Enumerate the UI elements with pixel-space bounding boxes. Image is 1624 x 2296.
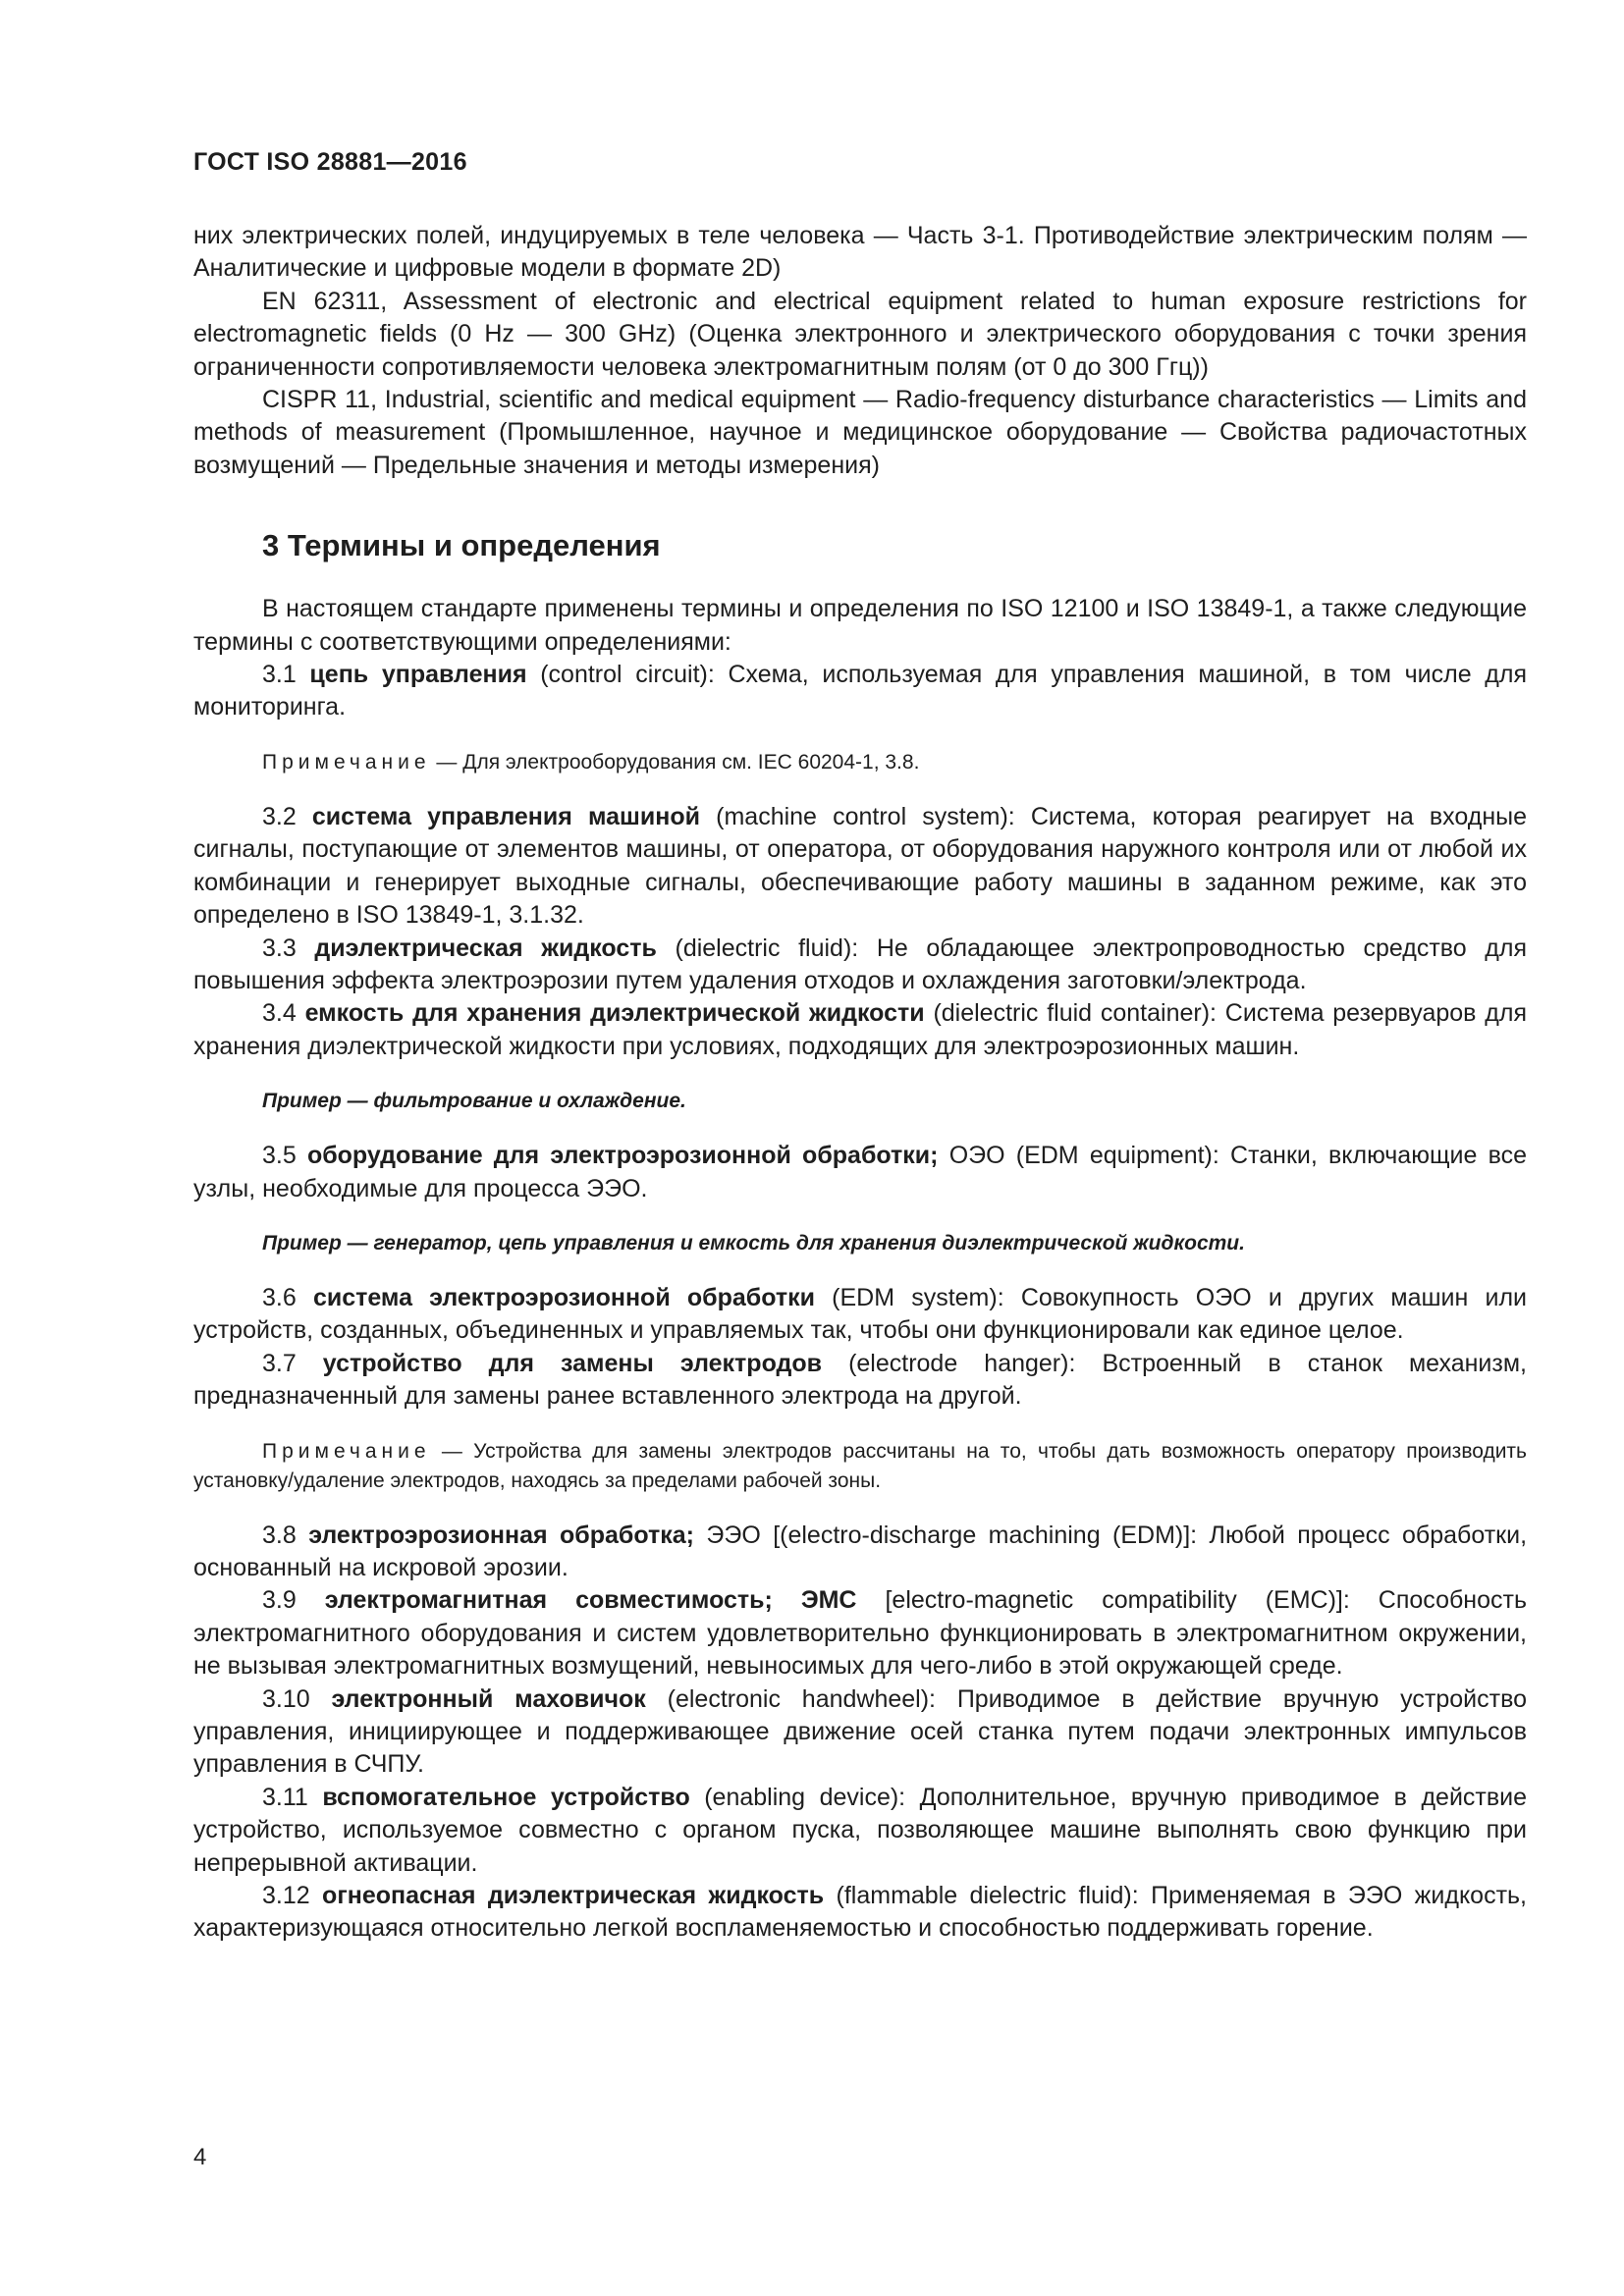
term-definition: (machine control system): Система, которая реагирует на входные сигналы, поступающие от элементов машины, от оператора, от оборудования наружного контроля или от любой их комбинации и генерирует выходные сигналы, обеспечивающие работу машины в заданном режиме, как это определено в ISO 13849-1, 3.1.32.	[193, 802, 1528, 930]
standard-code-header: ГОСТ ISO 28881—2016	[193, 148, 467, 176]
term-number: 3.11	[262, 1783, 323, 1811]
term-number: 3.12	[262, 1882, 323, 1910]
term-name: электроэрозионная обработка;	[308, 1521, 694, 1549]
term-name: электромагнитная совместимость; ЭМС	[324, 1586, 857, 1615]
note-3-1	[193, 748, 1527, 777]
term-definition: (dielectric fluid container): Система резервуаров для хранения диэлектрической жидкости при условиях, подходящих для электроэрозионных машин.	[193, 999, 1527, 1060]
term-name: система управления машиной	[311, 802, 700, 830]
term-number: 3.5	[262, 1142, 307, 1170]
term-definition: (EDM system): Совокупность ОЭО и других машин или устройств, созданных, объединенных и управляемых так, чтобы они функционировали как единое целое.	[193, 1283, 1528, 1345]
term-name: емкость для хранения диэлектрической жидкости	[304, 999, 925, 1028]
reference-continuation: них электрических полей, индуцируемых в теле человека — Часть 3-1. Противодействие электрическим полям — Аналитические и цифровые модели в формате 2D)	[193, 222, 1527, 283]
term-3-7	[193, 1348, 1527, 1414]
term-number: 3.9	[262, 1586, 325, 1615]
term-definition: (flammable dielectric fluid): Применяемая в ЭЭО жидкость, характеризующаяся относительно легкой воспламеняемостью и способностью поддерживать горение.	[193, 1882, 1527, 1943]
term-3-9	[193, 1584, 1527, 1682]
term-number: 3.4	[262, 999, 305, 1028]
note-label: Примечание	[262, 1439, 431, 1463]
example-3-4: Пример — фильтрование и охлаждение.	[262, 1090, 686, 1113]
term-name: диэлектрическая жидкость	[314, 934, 657, 962]
note-label: Примечание	[262, 750, 431, 774]
term-3-2	[193, 801, 1527, 933]
term-name: вспомогательное устройство	[322, 1783, 690, 1811]
term-number: 3.1	[262, 661, 310, 689]
note-3-7	[193, 1437, 1527, 1496]
term-3-4	[193, 997, 1527, 1063]
term-3-11	[193, 1782, 1527, 1880]
term-name: цепь управления	[309, 661, 527, 689]
term-3-10	[193, 1683, 1527, 1782]
term-name: устройство для замены электродов	[322, 1349, 823, 1377]
document-body	[193, 220, 1527, 1946]
term-definition: [electro-magnetic compatibility (EMC)]: Способность электромагнитного оборудования и систем удовлетворительно функционировать в электромагнитном окружении, не вызывая электромагнитных возмущений, невыносимых для чего-либо в этой окружающей среде.	[193, 1586, 1527, 1681]
term-definition: (electronic handwheel): Приводимое в действие вручную устройство управления, инициирующее и поддерживающее движение осей станка путем подачи электронных импульсов управления в СЧПУ.	[193, 1684, 1527, 1779]
term-number: 3.3	[262, 934, 315, 962]
term-3-1	[193, 659, 1527, 724]
section-intro: В настоящем стандарте применены термины и определения по ISO 12100 и ISO 13849-1, а также следующие термины с соответствующими определениями:	[193, 595, 1527, 656]
term-definition: (enabling device): Дополнительное, вручную приводимое в действие устройство, используемое совместно с органом пуска, позволяющее машине выполнять свою функцию при непрерывной активации.	[193, 1783, 1528, 1877]
reference-cispr-11: CISPR 11, Industrial, scientific and medical equipment — Radio-frequency disturbance characteristics — Limits and methods of measurement (Промышленное, научное и медицинское оборудование — Свойства радиочастотных возмущений — Предельные значения и методы измерения)	[193, 386, 1527, 479]
term-definition: (control circuit): Схема, используемая для управления машиной, в том числе для мониторинга.	[193, 661, 1527, 721]
term-number: 3.2	[262, 802, 312, 830]
term-definition: (dielectric fluid): Не обладающее электропроводностью средство для повышения эффекта электроэрозии путем удаления отходов и охлаждения заготовки/электрода.	[193, 934, 1527, 994]
term-name: огнеопасная диэлектрическая жидкость	[322, 1882, 825, 1910]
term-name: система электроэрозионной обработки	[312, 1283, 815, 1311]
term-3-6	[193, 1282, 1527, 1348]
term-number: 3.7	[262, 1349, 323, 1377]
term-number: 3.6	[262, 1283, 313, 1311]
note-text: — Для электрооборудования см. IEC 60204-1, 3.8.	[430, 750, 920, 774]
term-number: 3.10	[262, 1684, 332, 1713]
term-name: оборудование для электроэрозионной обработки;	[306, 1142, 939, 1170]
term-3-3	[193, 933, 1527, 998]
example-3-5: Пример — генератор, цепь управления и емкость для хранения диэлектрической жидкости.	[262, 1231, 1245, 1255]
note-text: — Устройства для замены электродов рассчитаны на то, чтобы дать возможность оператору производить установку/удаление электродов, находясь за пределами рабочей зоны.	[193, 1439, 1527, 1492]
term-3-12	[193, 1880, 1527, 1946]
reference-en-62311: EN 62311, Assessment of electronic and electrical equipment related to human exposure restrictions for electromagnetic fields (0 Hz — 300 GHz) (Оценка электронного и электрического оборудования с точки зрения ограниченности сопротивляемости человека электромагнитным полям (от 0 до 300 Ггц))	[193, 287, 1527, 381]
term-3-8	[193, 1520, 1527, 1585]
section-title: 3 Термины и определения	[262, 528, 661, 563]
page-number: 4	[193, 2144, 207, 2170]
term-definition: ОЭО (EDM equipment): Станки, включающие все узлы, необходимые для процесса ЭЭО.	[193, 1142, 1527, 1202]
term-definition: (electrode hanger): Встроенный в станок механизм, предназначенный для замены ранее вставленного электрода на другой.	[193, 1349, 1527, 1411]
term-3-5	[193, 1140, 1527, 1205]
term-number: 3.8	[262, 1521, 309, 1549]
term-definition: ЭЭО [(electro-discharge machining (EDM)]: Любой процесс обработки, основанный на искровой эрозии.	[193, 1521, 1528, 1581]
term-name: электронный маховичок	[331, 1684, 646, 1713]
